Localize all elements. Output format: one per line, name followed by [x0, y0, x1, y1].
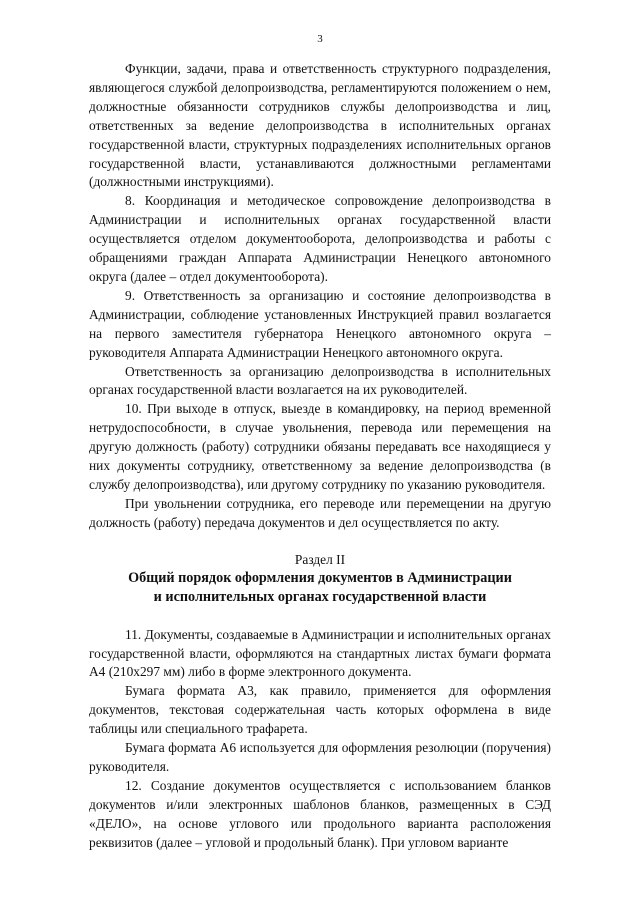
- paragraph: 10. При выходе в отпуск, выезде в командировку, на период временной нетрудоспособности, в случае увольнения, перевода или перемещения на другую должность (работу) сотрудники обязаны передавать все находящиеся у них документы сотруднику, ответственному за ведение делопроизводства (в службу делопроизводства), или другому сотруднику по указанию руководителя.: [89, 401, 551, 492]
- paragraph: Ответственность за организацию делопроизводства в исполнительных органах государственной власти возлагается на их руководителей.: [89, 363, 551, 398]
- paragraph: Функции, задачи, права и ответственность структурного подразделения, являющегося службой делопроизводства, регламентируются положением о нем, должностные обязанности сотрудников службы делопроизводства и лиц, ответственных за ведение делопроизводства в исполнительных органах государственной власти, структурных подразделениях исполнительных органов государственной власти, устанавливаются должностными регламентами (должностными инструкциями).: [89, 61, 551, 190]
- section-title-line-1: Общий порядок оформления документов в Администрации: [128, 569, 512, 586]
- document-body: [89, 60, 551, 853]
- paragraph: Бумага формата А6 используется для оформления резолюции (поручения) руководителя.: [89, 740, 551, 774]
- paragraph: 12. Создание документов осуществляется с использованием бланков документов и/или электронных шаблонов бланков, размещенных в СЭД «ДЕЛО», на основе углового или продольного варианта расположения реквизитов (далее – угловой и продольный бланк). При угловом варианте: [89, 777, 551, 850]
- section-title-line-2: и исполнительных органах государственной власти: [153, 588, 487, 605]
- paragraph: Бумага формата А3, как правило, применяется для оформления документов, текстовая содержательная часть которых оформлена в виде таблицы или специального трафарета.: [89, 683, 551, 737]
- paragraph: 8. Координация и методическое сопровождение делопроизводства в Администрации и исполнительных органах государственной власти осуществляется отделом документооборота, делопроизводства и работы с обращениями граждан Аппарата Администрации Ненецкого автономного округа (далее – отдел документооборота).: [89, 193, 551, 284]
- paragraph: 9. Ответственность за организацию и состояние делопроизводства в Администрации, соблюдение установленных Инструкцией правил возлагается на первого заместителя губернатора Ненецкого автономного округа – руководителя Аппарата Администрации Ненецкого автономного округа.: [89, 287, 551, 360]
- page-number: 3: [317, 33, 323, 45]
- paragraph: При увольнении сотрудника, его переводе или перемещении на другую должность (работу) передача документов и дел осуществляется по акту.: [89, 495, 551, 530]
- paragraph: 11. Документы, создаваемые в Администрации и исполнительных органах государственной власти, оформляются на стандартных листах бумаги формата А4 (210х297 мм) либо в форме электронного документа.: [89, 626, 551, 680]
- section-heading: [89, 550, 551, 607]
- section-label: Раздел II: [294, 551, 346, 567]
